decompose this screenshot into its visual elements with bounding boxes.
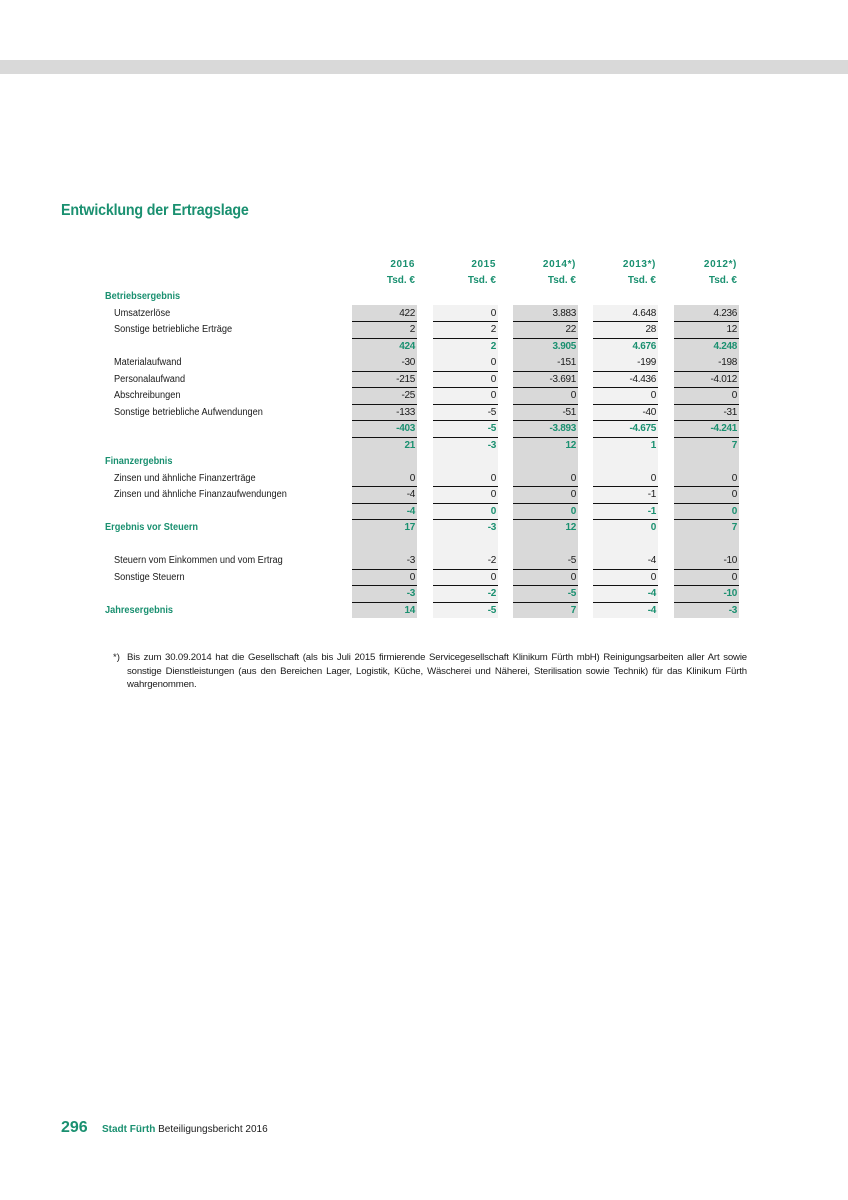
row-label: Zinsen und ähnliche Finanzaufwendungen xyxy=(114,489,287,500)
table-cell: 0 xyxy=(433,372,498,389)
table-cell: -2 xyxy=(433,586,498,603)
table-cell: -4.436 xyxy=(593,372,658,389)
row-label: Zinsen und ähnliche Finanzerträge xyxy=(114,472,256,484)
table-cell: 14 xyxy=(404,604,415,616)
table-row xyxy=(0,421,848,438)
table-cell: -1 xyxy=(593,504,658,521)
table-row xyxy=(0,339,848,356)
table-cell: 0 xyxy=(433,306,498,323)
table-cell: -4 xyxy=(352,487,417,504)
table-cell: -4.241 xyxy=(674,421,739,438)
table-cell: -198 xyxy=(674,355,739,372)
table-cell: 4.236 xyxy=(674,306,739,323)
column-header-year: 2012*) xyxy=(703,259,737,270)
table-row xyxy=(0,289,848,306)
table-cell: 12 xyxy=(565,522,576,533)
table-cell: -51 xyxy=(513,405,578,422)
column-header-year: 2015 xyxy=(471,259,496,270)
footer-brand: Stadt Fürth xyxy=(102,1124,156,1135)
table-cell: 0 xyxy=(352,471,417,488)
table-cell: -3 xyxy=(487,439,496,451)
table-cell: -3 xyxy=(352,586,417,603)
table-cell: 3.905 xyxy=(552,340,576,352)
row-label: Betriebsergebnis xyxy=(105,291,181,302)
column-header-unit: Tsd. € xyxy=(386,275,415,286)
row-label: Ergebnis vor Steuern xyxy=(105,522,199,533)
table-cell: -4 xyxy=(352,504,417,521)
table-cell: 0 xyxy=(513,471,578,488)
table-cell: 4.676 xyxy=(632,340,656,352)
table-cell: -30 xyxy=(352,355,417,372)
table-cell: -5 xyxy=(433,405,498,422)
table-cell: 22 xyxy=(513,322,578,339)
table-cell: 0 xyxy=(674,388,739,405)
table-cell: -4 xyxy=(593,586,658,603)
table-cell: 422 xyxy=(352,306,417,323)
column-header-unit: Tsd. € xyxy=(627,275,656,286)
table-cell: 2 xyxy=(433,322,498,339)
table-cell: -4.675 xyxy=(593,421,658,438)
table-cell: -3 xyxy=(728,604,737,616)
table-cell: 3.883 xyxy=(513,306,578,323)
table-cell: -3.691 xyxy=(513,372,578,389)
table-cell: 0 xyxy=(513,504,578,521)
table-cell: 0 xyxy=(674,570,739,587)
table-cell: -25 xyxy=(352,388,417,405)
table-cell: 17 xyxy=(404,522,415,533)
table-cell: 7 xyxy=(731,522,737,533)
table-cell: -40 xyxy=(593,405,658,422)
row-label: Abschreibungen xyxy=(114,390,181,401)
table-row xyxy=(0,570,848,587)
table-cell: 0 xyxy=(433,355,498,372)
table-cell: 0 xyxy=(513,570,578,587)
table-cell: 4.248 xyxy=(713,340,737,352)
table-cell: 424 xyxy=(399,340,415,352)
row-label: Personalaufwand xyxy=(114,373,186,385)
table-row xyxy=(0,504,848,521)
table-cell: -215 xyxy=(352,372,417,389)
table-cell: 1 xyxy=(650,439,656,451)
table-cell: -31 xyxy=(674,405,739,422)
table-cell: -5 xyxy=(433,421,498,438)
column-header-unit: Tsd. € xyxy=(708,275,737,286)
table-cell: 2 xyxy=(490,340,496,352)
page-number: 296 xyxy=(61,1119,88,1136)
table-row xyxy=(0,454,848,471)
table-cell: -5 xyxy=(513,586,578,603)
footnote xyxy=(113,651,747,692)
footer-report-title: Beteiligungsbericht 2016 xyxy=(158,1124,268,1135)
table-cell: 0 xyxy=(674,504,739,521)
table-row xyxy=(0,553,848,570)
footnote-mark: *) xyxy=(113,652,120,663)
row-label: Sonstige Steuern xyxy=(114,571,185,583)
table-cell: 2 xyxy=(352,322,417,339)
column-header-year: 2016 xyxy=(390,259,415,270)
row-label: Sonstige betriebliche Erträge xyxy=(114,324,233,335)
table-cell: 12 xyxy=(674,322,739,339)
table-cell: -3 xyxy=(487,522,496,533)
table-cell: -4.012 xyxy=(674,372,739,389)
table-row xyxy=(0,603,848,620)
table-row xyxy=(0,520,848,537)
table-cell: 12 xyxy=(565,439,576,451)
table-cell: 0 xyxy=(593,388,658,405)
table-cell: 0 xyxy=(433,471,498,488)
table-cell: 21 xyxy=(404,439,415,451)
table-cell: -5 xyxy=(487,604,496,616)
row-label: Finanzergebnis xyxy=(105,456,173,467)
table-cell: 28 xyxy=(593,322,658,339)
table-row xyxy=(0,586,848,603)
row-label: Jahresergebnis xyxy=(105,604,174,616)
table-row xyxy=(0,372,848,389)
table-row xyxy=(0,487,848,504)
table-cell: 0 xyxy=(433,388,498,405)
table-cell: -403 xyxy=(352,421,417,438)
row-label: Umsatzerlöse xyxy=(114,307,171,319)
table-row xyxy=(0,471,848,488)
column-header-unit: Tsd. € xyxy=(547,275,576,286)
table-cell: -3 xyxy=(352,553,417,570)
table-cell: 0 xyxy=(513,388,578,405)
table-cell: -133 xyxy=(352,405,417,422)
table-cell: -5 xyxy=(513,553,578,570)
header-bar xyxy=(0,60,848,74)
table-cell: 4.648 xyxy=(593,306,658,323)
table-cell: 0 xyxy=(650,522,656,533)
table-cell: 0 xyxy=(433,487,498,504)
table-cell: 7 xyxy=(731,439,737,451)
footer xyxy=(102,1124,268,1135)
table-row xyxy=(0,438,848,455)
page-title: Entwicklung der Ertragslage xyxy=(61,202,249,219)
table-cell: 0 xyxy=(674,487,739,504)
table-cell: 0 xyxy=(352,570,417,587)
column-header-year: 2014*) xyxy=(542,259,576,270)
table-row xyxy=(0,405,848,422)
table-cell: 7 xyxy=(570,604,576,616)
table-row xyxy=(0,355,848,372)
table-cell: 0 xyxy=(674,471,739,488)
table-cell: 0 xyxy=(593,570,658,587)
table-row xyxy=(0,537,848,554)
footnote-text: Bis zum 30.09.2014 hat die Gesellschaft (als bis Juli 2015 firmierende Servicegesellschaft Klinikum Fürth mbH) Reinigungsarbeiten aller Art sowie sonstige Dienstleistungen (aus den Bereichen Lager, Logistik, Küche, Wäscherei und Näherei, Sterilisation sowie Technik) für das Klinikum Fürth wahrgenommen. xyxy=(127,652,747,690)
table-cell: -151 xyxy=(513,355,578,372)
table-cell: 0 xyxy=(513,487,578,504)
table-cell: -10 xyxy=(674,586,739,603)
row-label: Sonstige betriebliche Aufwendungen xyxy=(114,406,263,418)
table-row xyxy=(0,322,848,339)
table-cell: 0 xyxy=(433,504,498,521)
table-cell: -3.893 xyxy=(513,421,578,438)
table-cell: -10 xyxy=(674,553,739,570)
table-cell: -4 xyxy=(593,553,658,570)
column-header-unit: Tsd. € xyxy=(467,275,496,286)
row-label: Steuern vom Einkommen und vom Ertrag xyxy=(114,555,283,566)
table-cell: -2 xyxy=(433,553,498,570)
table-row xyxy=(0,306,848,323)
table-cell: 0 xyxy=(433,570,498,587)
table-cell: -199 xyxy=(593,355,658,372)
table-cell: -1 xyxy=(593,487,658,504)
table-row xyxy=(0,388,848,405)
column-header-year: 2013*) xyxy=(622,259,656,270)
row-label: Materialaufwand xyxy=(114,357,182,368)
table-cell: 0 xyxy=(593,471,658,488)
table-cell: -4 xyxy=(647,604,656,616)
